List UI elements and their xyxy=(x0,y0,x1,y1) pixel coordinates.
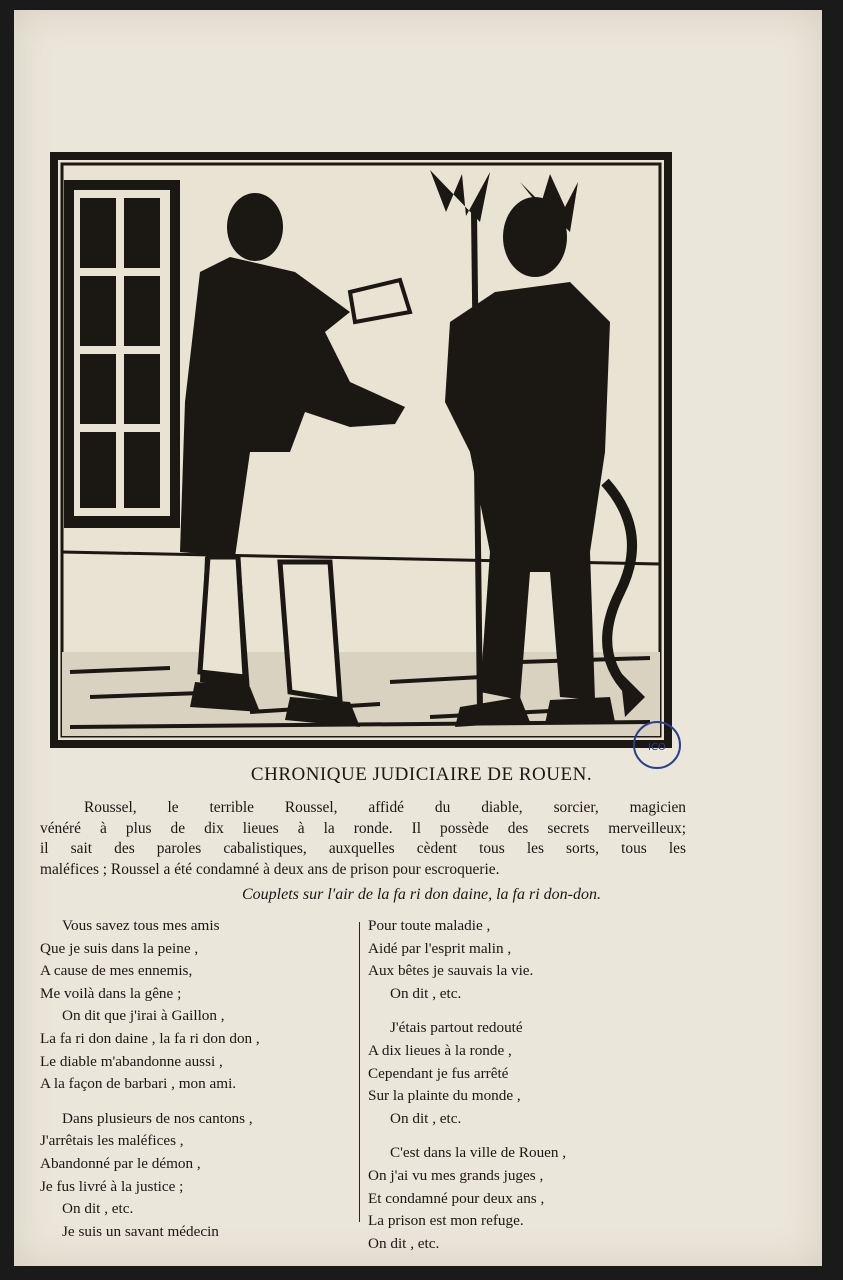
intro-line: maléfices ; Roussel a été condamné à deux ans de prison pour escroquerie. xyxy=(40,860,500,878)
verse-line: A la façon de barbari , mon ami. xyxy=(40,1075,237,1093)
verse-line: A cause de mes ennemis, xyxy=(40,962,193,980)
verse-line: Aux bêtes je sauvais la vie. xyxy=(368,962,534,980)
verse-line: Je suis un savant médecin xyxy=(62,1222,219,1240)
page-title: CHRONIQUE JUDICIAIRE DE ROUEN. xyxy=(250,764,593,785)
window-drawing xyxy=(64,180,180,528)
verse-line: On dit , etc. xyxy=(390,1109,462,1127)
verse-line: La prison est mon refuge. xyxy=(368,1212,524,1230)
intro-line: il sait des paroles cabalistiques, auxquelles cèdent tous les sorts, tous les xyxy=(40,840,686,857)
song-subtitle: Couplets sur l'air de la fa ri don daine, la fa ri don-don. xyxy=(242,886,601,903)
verse-line: Aidé par l'esprit malin , xyxy=(368,939,512,957)
verse-line: Me voilà dans la gêne ; xyxy=(40,984,182,1002)
verse-line: Je fus livré à la justice ; xyxy=(40,1177,184,1195)
verse-line: J'arrêtais les maléfices , xyxy=(40,1132,184,1150)
verses-left-column xyxy=(40,915,356,1243)
verse-line: Et condamné pour deux ans , xyxy=(368,1189,545,1207)
verses-right-column xyxy=(368,915,668,1255)
intro-paragraph xyxy=(40,798,686,880)
verse-line: Abandonné par le démon , xyxy=(40,1154,201,1172)
verse-line: On dit , etc. xyxy=(390,984,462,1002)
verse-line: J'étais partout redouté xyxy=(390,1019,523,1037)
verse-line: On dit , etc. xyxy=(62,1200,134,1218)
verse-line: Sur la plainte du monde , xyxy=(368,1087,521,1105)
stamp-label: ICO xyxy=(648,742,666,753)
verse-line: On j'ai vu mes grands juges , xyxy=(368,1166,544,1184)
intro-line: vénéré à plus de dix lieues à la ronde. Il possède des secrets merveilleux; xyxy=(40,819,686,837)
verse-line: Pour toute maladie , xyxy=(368,917,491,934)
column-divider xyxy=(359,922,360,1222)
verse-line: On dit que j'irai à Gaillon , xyxy=(62,1007,225,1025)
verse-line: Que je suis dans la peine , xyxy=(40,939,199,957)
verse-line: Vous savez tous mes amis xyxy=(62,917,220,934)
verse-line: La fa ri don daine , la fa ri don don , xyxy=(40,1029,260,1047)
verse-line: Dans plusieurs de nos cantons , xyxy=(62,1109,253,1127)
verse-line: Le diable m'abandonne aussi , xyxy=(40,1052,223,1070)
verse-line: C'est dans la ville de Rouen , xyxy=(390,1144,567,1162)
intro-line: Roussel, le terrible Roussel, affidé du diable, sorcier, magicien xyxy=(84,799,686,816)
verse-line: Cependant je fus arrêté xyxy=(368,1064,509,1082)
woodcut-illustration xyxy=(50,152,672,748)
verse-line: On dit , etc. xyxy=(368,1234,440,1252)
verse-line: A dix lieues à la ronde , xyxy=(368,1041,512,1059)
